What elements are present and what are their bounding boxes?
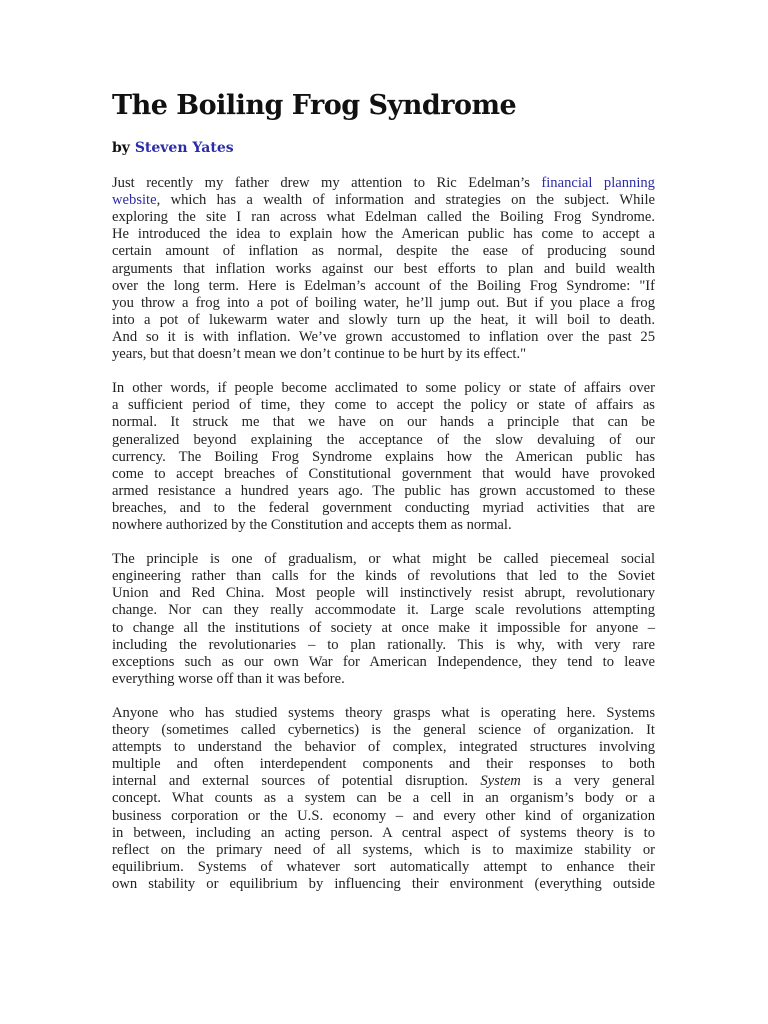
- financial-planning-website-link[interactable]: website: [112, 192, 157, 209]
- text-segment: reflect on the primary need of all systems, which is to maximize stability or: [112, 841, 655, 858]
- article-body: [112, 175, 655, 893]
- text-line: [112, 449, 655, 466]
- text-segment: He introduced the idea to explain how the American public has come to accept a: [112, 226, 655, 243]
- text-line: [112, 637, 655, 654]
- text-line: [112, 312, 655, 329]
- text-segment: And so it is with inflation. We’ve grown accustomed to inflation over the past 25: [112, 328, 655, 345]
- text-line: [112, 500, 655, 517]
- text-segment: exploring the site I ran across what Edelman called the Boiling Frog Syndrome.: [112, 209, 655, 226]
- text-line: [112, 414, 655, 431]
- text-line: [112, 517, 655, 534]
- text-segment: over the long term. Here is Edelman’s account of the Boiling Frog Syndrome: "If: [112, 277, 655, 294]
- text-line: [112, 568, 655, 585]
- text-segment: nowhere authorized by the Constitution and accepts them as normal.: [112, 516, 512, 533]
- text-line: [112, 808, 655, 825]
- text-segment: come to accept breaches of Constitutional government that would have provoked: [112, 465, 655, 482]
- text-segment: concept. What counts as a system can be a cell in an organism’s body or a: [112, 790, 655, 807]
- text-line: [112, 278, 655, 295]
- text-line: [112, 773, 655, 790]
- text-line: [112, 756, 655, 773]
- text-line: [112, 466, 655, 483]
- text-segment: breaches, and to the federal government conducting myriad activities that are: [112, 499, 655, 516]
- text-segment: armed resistance a hundred years ago. The public has grown accustomed to these: [112, 482, 655, 499]
- text-line: [112, 329, 655, 346]
- text-segment: equilibrium. Systems of whatever sort automatically attempt to enhance their: [112, 858, 655, 875]
- text-line: [112, 842, 655, 859]
- text-segment: engineering rather than calls for the kinds of revolutions that led to the Soviet: [112, 568, 655, 585]
- text-segment: own stability or equilibrium by influencing their environment (everything outside: [112, 875, 655, 892]
- text-segment: Just recently my father drew my attention to Ric Edelman’s: [112, 175, 542, 192]
- text-line: [112, 226, 655, 243]
- text-segment: you throw a frog into a pot of boiling water, he’ll jump out. But if you place a frog: [112, 294, 655, 311]
- text-line: [112, 397, 655, 414]
- text-line: [112, 825, 655, 842]
- text-line: [112, 432, 655, 449]
- text-line: [112, 620, 655, 637]
- text-segment: to change all the institutions of society at once make it impossible for anyone –: [112, 619, 655, 636]
- text-segment: is a very general: [520, 773, 655, 790]
- text-segment: normal. It struck me that we have on our hands a principle that can be: [112, 414, 655, 431]
- text-segment: years, but that doesn’t mean we don’t continue to be hurt by its effect.": [112, 346, 527, 363]
- article-title: The Boiling Frog Syndrome: [112, 90, 517, 121]
- text-segment: attempts to understand the behavior of complex, integrated structures involving: [112, 739, 655, 756]
- text-line: [112, 602, 655, 619]
- text-line: [112, 790, 655, 807]
- text-line: [112, 243, 655, 260]
- text-segment: In other words, if people become acclimated to some policy or state of affairs over: [112, 380, 655, 397]
- text-segment: , which has a wealth of information and strategies on the subject. While: [156, 192, 655, 209]
- text-segment: internal and external sources of potential disruption.: [112, 773, 481, 790]
- text-segment: in between, including an acting person. A central aspect of systems theory is to: [112, 824, 655, 841]
- text-segment: including the revolutionaries – to plan rationally. This is why, with very rare: [112, 636, 655, 653]
- author-link[interactable]: Steven Yates: [134, 140, 234, 156]
- text-line: [112, 346, 655, 363]
- text-line: [112, 705, 655, 722]
- paragraph: [112, 705, 655, 893]
- text-segment: business corporation or the U.S. economy – and every other kind of organization: [112, 807, 655, 824]
- text-line: [112, 175, 655, 192]
- text-segment: exceptions such as our own War for American Independence, they tend to leave: [112, 653, 655, 670]
- byline: [112, 138, 655, 158]
- text-line: [112, 859, 655, 876]
- text-segment: change. Nor can they really accommodate it. Large scale revolutions attempting: [112, 602, 655, 619]
- text-line: [112, 551, 655, 568]
- text-line: [112, 671, 655, 688]
- text-segment: theory (sometimes called cybernetics) is the general science of organization. It: [112, 722, 655, 739]
- text-segment: everything worse off than it was before.: [112, 670, 345, 687]
- text-line: [112, 483, 655, 500]
- text-line: [112, 192, 655, 209]
- paragraph: [112, 175, 655, 363]
- text-segment: a sufficient period of time, they come to accept the policy or state of affairs as: [112, 397, 655, 414]
- article: [112, 86, 655, 893]
- text-segment: into a pot of lukewarm water and slowly turn up the heat, it will boil to death.: [112, 311, 655, 328]
- text-segment: currency. The Boiling Frog Syndrome explains how the American public has: [112, 448, 655, 465]
- text-segment: certain amount of inflation as normal, despite the ease of producing sound: [112, 243, 655, 260]
- text-line: [112, 739, 655, 756]
- byline-prefix: by: [112, 140, 135, 156]
- text-line: [112, 295, 655, 312]
- text-segment: generalized beyond explaining the acceptance of the slow devaluing of our: [112, 431, 655, 448]
- text-line: [112, 209, 655, 226]
- text-line: [112, 654, 655, 671]
- text-segment: Anyone who has studied systems theory grasps what is operating here. Systems: [112, 705, 655, 721]
- text-segment: The principle is one of gradualism, or what might be called piecemeal social: [112, 551, 655, 568]
- financial-planning-website-link[interactable]: financial planning: [541, 175, 655, 192]
- text-segment: multiple and often interdependent components and their responses to both: [112, 756, 655, 773]
- emphasized-text: System: [480, 773, 521, 790]
- text-line: [112, 585, 655, 602]
- text-line: [112, 876, 655, 893]
- text-segment: arguments that inflation works against our best efforts to plan and build wealth: [112, 260, 655, 277]
- text-line: [112, 261, 655, 278]
- paragraph: [112, 380, 655, 534]
- text-line: [112, 380, 655, 397]
- paragraph: [112, 551, 655, 688]
- text-line: [112, 722, 655, 739]
- text-segment: Union and Red China. Most people will instinctively resist abrupt, revolutionary: [112, 585, 655, 602]
